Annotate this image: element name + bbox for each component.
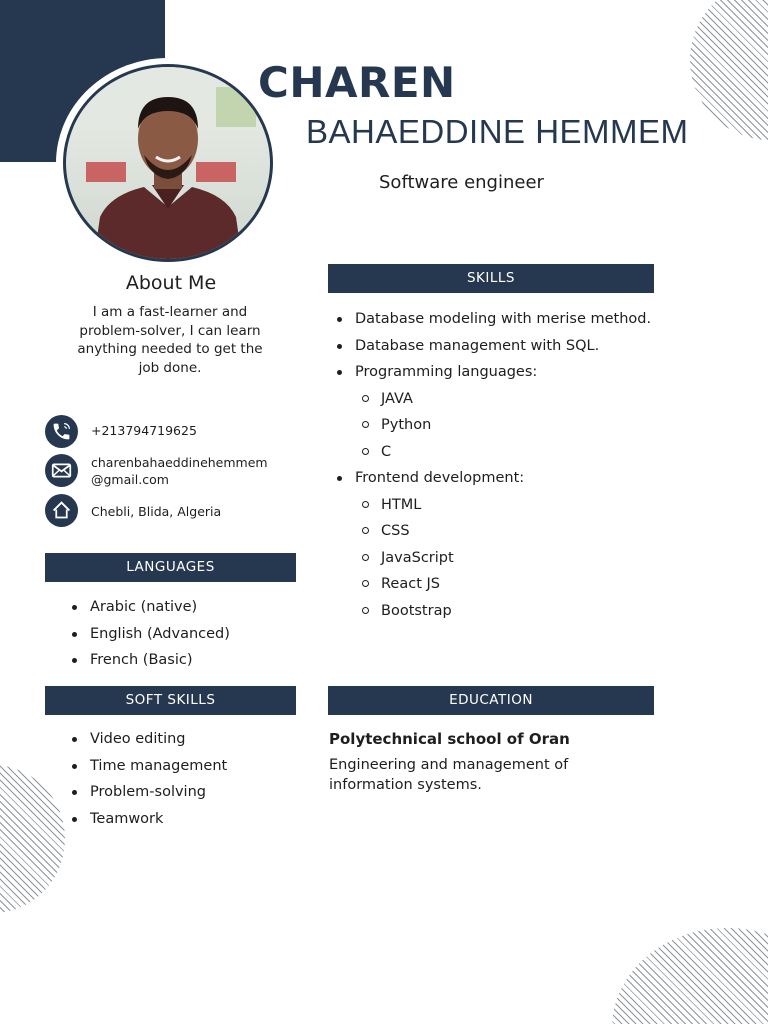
- about-text: I am a fast-learner and problem-solver, I can learn anything needed to get the job done.: [77, 304, 263, 376]
- education-description: Engineering and management of information systems.: [329, 757, 569, 793]
- home-icon: [45, 494, 78, 527]
- list-item: Teamwork: [70, 806, 227, 833]
- job-title: Software engineer: [379, 172, 544, 193]
- list-item: Programming languages:: [335, 359, 655, 386]
- soft-skills-header: SOFT SKILLS: [45, 686, 296, 715]
- education-school: Polytechnical school of Oran: [329, 730, 570, 748]
- soft-skills-list: [70, 726, 227, 832]
- list-item: JAVA: [335, 386, 655, 413]
- list-item: Video editing: [70, 726, 227, 753]
- list-item: Bootstrap: [335, 598, 655, 625]
- education-header: EDUCATION: [328, 686, 654, 715]
- skills-list: [335, 306, 655, 624]
- list-item: Arabic (native): [70, 594, 230, 621]
- list-item: Database modeling with merise method.: [335, 306, 655, 333]
- email-line-1: charenbahaeddinehemmem: [91, 455, 268, 470]
- skills-header: SKILLS: [328, 264, 654, 293]
- hatch-circle-left: [0, 765, 65, 913]
- phone-number: +213794719625: [91, 423, 197, 438]
- about-title: About Me: [125, 272, 217, 294]
- list-item: CSS: [335, 518, 655, 545]
- languages-header: LANGUAGES: [45, 553, 296, 582]
- languages-list: [70, 594, 230, 674]
- list-item: Time management: [70, 753, 227, 780]
- first-name: CHAREN: [258, 58, 456, 107]
- list-item: Frontend development:: [335, 465, 655, 492]
- list-item: French (Basic): [70, 647, 230, 674]
- list-item: Python: [335, 412, 655, 439]
- email-line-2: @gmail.com: [91, 472, 169, 487]
- list-item: Database management with SQL.: [335, 333, 655, 360]
- list-item: JavaScript: [335, 545, 655, 572]
- list-item: HTML: [335, 492, 655, 519]
- list-item: React JS: [335, 571, 655, 598]
- phone-icon: [45, 415, 78, 448]
- person-illustration: [66, 67, 270, 259]
- profile-photo: [63, 64, 273, 262]
- last-name: BAHAEDDINE HEMMEM: [306, 113, 689, 150]
- hatch-circle-top-right: [690, 0, 768, 140]
- hatch-circle-bottom-right: [612, 928, 768, 1024]
- list-item: English (Advanced): [70, 621, 230, 648]
- email-address: [91, 454, 268, 488]
- address: Chebli, Blida, Algeria: [91, 504, 222, 519]
- mail-icon: [45, 454, 78, 487]
- list-item: C: [335, 439, 655, 466]
- list-item: Problem-solving: [70, 779, 227, 806]
